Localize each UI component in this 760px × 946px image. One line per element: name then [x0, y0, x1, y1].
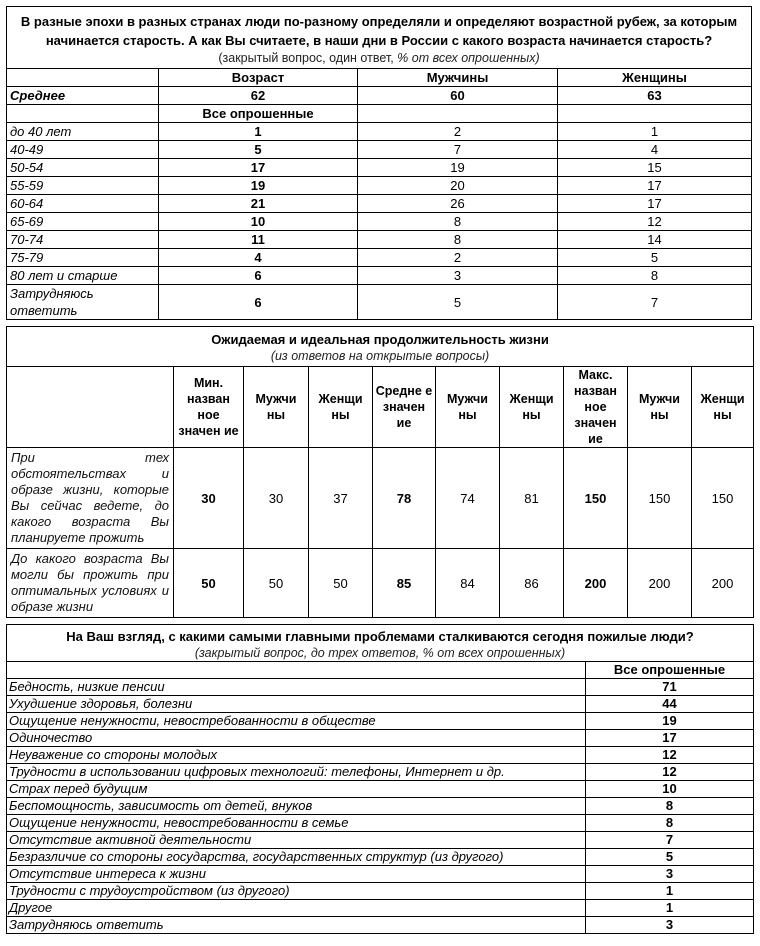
value-max: 200 — [564, 549, 628, 618]
value-men: 7 — [358, 141, 558, 159]
row-label: Затрудняюсь ответить — [7, 285, 159, 320]
table-title-cell — [7, 7, 752, 69]
table-row — [7, 883, 754, 900]
table-row — [7, 917, 754, 934]
row-label: 50-54 — [7, 159, 159, 177]
value-women: 17 — [558, 177, 752, 195]
table-row — [7, 679, 754, 696]
value-max: 150 — [564, 448, 628, 549]
row-label: 65-69 — [7, 213, 159, 231]
age-threshold-title: В разные эпохи в разных странах люди по-разному определяли и определяют возрастной рубеж, за которым начинается старость. А как Вы считаете, в наши дни в России с какого возраста начинается старость? — [20, 14, 738, 48]
problems-subtitle: (закрытый вопрос, до трех ответов, % от всех опрошенных) — [194, 646, 566, 660]
average-row — [7, 87, 752, 105]
row-label: до 40 лет — [7, 123, 159, 141]
table-row — [7, 141, 752, 159]
row-label: 55-59 — [7, 177, 159, 195]
row-label: Безразличие со стороны государства, государственных структур (из другого) — [7, 849, 586, 866]
table-row — [7, 798, 754, 815]
row-value: 3 — [586, 917, 754, 934]
value-max-men: 200 — [628, 549, 692, 618]
empty-cell — [7, 105, 159, 123]
value-min: 50 — [174, 549, 244, 618]
row-value: 7 — [586, 832, 754, 849]
value-all: 17 — [159, 159, 358, 177]
column-header-max-men: Мужчи ны — [628, 367, 692, 448]
problems-title: На Ваш взгляд, с какими самыми главными проблемами сталкиваются сегодня пожилые люди? — [66, 629, 694, 644]
empty-cell — [358, 105, 558, 123]
elderly-problems-table — [6, 624, 754, 934]
row-value: 12 — [586, 747, 754, 764]
life-expectancy-title: Ожидаемая и идеальная продолжительность жизни — [211, 332, 549, 347]
value-women: 7 — [558, 285, 752, 320]
table-row — [7, 764, 754, 781]
table-row — [7, 781, 754, 798]
column-header-age: Возраст — [159, 69, 358, 87]
table-row — [7, 713, 754, 730]
row-value: 17 — [586, 730, 754, 747]
row-label: Отсутствие активной деятельности — [7, 832, 586, 849]
value-min-men: 50 — [244, 549, 309, 618]
row-label: Страх перед будущим — [7, 781, 586, 798]
value-women: 12 — [558, 213, 752, 231]
row-label: Отсутствие интереса к жизни — [7, 866, 586, 883]
column-header-avg: Средне е значен ие — [373, 367, 436, 448]
table-row — [7, 900, 754, 917]
group-label-row — [7, 105, 752, 123]
column-header-all: Все опрошенные — [586, 662, 754, 679]
value-avg: 78 — [373, 448, 436, 549]
average-women: 63 — [558, 87, 752, 105]
value-men: 8 — [358, 213, 558, 231]
table-row — [7, 549, 754, 618]
table-row — [7, 747, 754, 764]
value-men: 19 — [358, 159, 558, 177]
value-men: 20 — [358, 177, 558, 195]
column-header-min: Мин. назван ное значен ие — [174, 367, 244, 448]
value-all: 1 — [159, 123, 358, 141]
row-label: Другое — [7, 900, 586, 917]
table-row — [7, 195, 752, 213]
value-avg-women: 81 — [500, 448, 564, 549]
row-label: Неуважение со стороны молодых — [7, 747, 586, 764]
value-all: 10 — [159, 213, 358, 231]
subtitle-plain: (закрытый вопрос, один ответ, — [218, 51, 398, 65]
table-row — [7, 696, 754, 713]
value-all: 21 — [159, 195, 358, 213]
value-avg-women: 86 — [500, 549, 564, 618]
table-row — [7, 285, 752, 320]
empty-cell — [558, 105, 752, 123]
table-row — [7, 249, 752, 267]
age-threshold-table — [6, 6, 752, 320]
row-value: 8 — [586, 798, 754, 815]
table-row — [7, 448, 754, 549]
value-max-women: 200 — [692, 549, 754, 618]
row-value: 10 — [586, 781, 754, 798]
table-row — [7, 832, 754, 849]
table-row — [7, 267, 752, 285]
row-label: Беспомощность, зависимость от детей, внуков — [7, 798, 586, 815]
table-row — [7, 730, 754, 747]
column-header-avg-men: Мужчи ны — [436, 367, 500, 448]
row-value: 1 — [586, 883, 754, 900]
row-label: Трудности в использовании цифровых технологий: телефоны, Интернет и др. — [7, 764, 586, 781]
value-all: 11 — [159, 231, 358, 249]
row-label: Трудности с трудоустройством (из другого) — [7, 883, 586, 900]
value-men: 26 — [358, 195, 558, 213]
row-label: Бедность, низкие пенсии — [7, 679, 586, 696]
row-label: 70-74 — [7, 231, 159, 249]
value-avg: 85 — [373, 549, 436, 618]
value-women: 5 — [558, 249, 752, 267]
value-all: 6 — [159, 285, 358, 320]
value-women: 15 — [558, 159, 752, 177]
group-label-all: Все опрошенные — [159, 105, 358, 123]
row-value: 19 — [586, 713, 754, 730]
table-row — [7, 123, 752, 141]
value-min-women: 37 — [309, 448, 373, 549]
life-expectancy-table — [6, 326, 754, 618]
question-optimal-age: До какого возраста Вы могли бы прожить при оптимальных условиях и образе жизни — [7, 549, 174, 618]
row-label: Ощущение ненужности, невостребованности в семье — [7, 815, 586, 832]
value-men: 8 — [358, 231, 558, 249]
value-men: 5 — [358, 285, 558, 320]
value-men: 3 — [358, 267, 558, 285]
subtitle-italic: % от всех опрошенных) — [397, 51, 540, 65]
row-value: 8 — [586, 815, 754, 832]
table-title-cell — [7, 327, 754, 367]
row-value: 12 — [586, 764, 754, 781]
column-header-avg-women: Женщи ны — [500, 367, 564, 448]
average-all: 62 — [159, 87, 358, 105]
table-row — [7, 866, 754, 883]
column-header-min-men: Мужчи ны — [244, 367, 309, 448]
table-row — [7, 177, 752, 195]
value-avg-men: 74 — [436, 448, 500, 549]
age-threshold-subtitle — [13, 50, 745, 67]
row-value: 3 — [586, 866, 754, 883]
value-max-women: 150 — [692, 448, 754, 549]
average-men: 60 — [358, 87, 558, 105]
value-women: 17 — [558, 195, 752, 213]
column-header-max: Макс. назван ное значен ие — [564, 367, 628, 448]
row-label: Затрудняюсь ответить — [7, 917, 586, 934]
value-min: 30 — [174, 448, 244, 549]
table-row — [7, 815, 754, 832]
column-header-men: Мужчины — [358, 69, 558, 87]
row-label: 80 лет и старше — [7, 267, 159, 285]
row-label: Одиночество — [7, 730, 586, 747]
value-min-men: 30 — [244, 448, 309, 549]
value-women: 8 — [558, 267, 752, 285]
row-label: 75-79 — [7, 249, 159, 267]
table-row — [7, 213, 752, 231]
empty-header-cell — [7, 662, 586, 679]
row-value: 71 — [586, 679, 754, 696]
empty-header-cell — [7, 69, 159, 87]
value-men: 2 — [358, 123, 558, 141]
row-label: 60-64 — [7, 195, 159, 213]
row-label: Ухудшение здоровья, болезни — [7, 696, 586, 713]
table-row — [7, 159, 752, 177]
row-value: 5 — [586, 849, 754, 866]
value-men: 2 — [358, 249, 558, 267]
column-header-row — [7, 662, 754, 679]
column-header-min-women: Женщи ны — [309, 367, 373, 448]
value-all: 5 — [159, 141, 358, 159]
value-all: 4 — [159, 249, 358, 267]
value-women: 1 — [558, 123, 752, 141]
value-women: 4 — [558, 141, 752, 159]
question-planned-age: При тех обстоятельствах и образе жизни, которые Вы сейчас ведете, до какого возраста Вы планируете прожить — [7, 448, 174, 549]
value-max-men: 150 — [628, 448, 692, 549]
average-label: Среднее — [7, 87, 159, 105]
value-women: 14 — [558, 231, 752, 249]
column-header-women: Женщины — [558, 69, 752, 87]
column-header-row — [7, 367, 754, 448]
value-all: 6 — [159, 267, 358, 285]
row-label: Ощущение ненужности, невостребованности в обществе — [7, 713, 586, 730]
empty-header-cell — [7, 367, 174, 448]
table-row — [7, 849, 754, 866]
value-all: 19 — [159, 177, 358, 195]
row-value: 44 — [586, 696, 754, 713]
value-avg-men: 84 — [436, 549, 500, 618]
column-header-row — [7, 69, 752, 87]
column-header-max-women: Женщи ны — [692, 367, 754, 448]
table-row — [7, 231, 752, 249]
table-title-cell — [7, 625, 754, 662]
row-value: 1 — [586, 900, 754, 917]
life-expectancy-subtitle: (из ответов на открытые вопросы) — [270, 349, 490, 363]
row-label: 40-49 — [7, 141, 159, 159]
value-min-women: 50 — [309, 549, 373, 618]
